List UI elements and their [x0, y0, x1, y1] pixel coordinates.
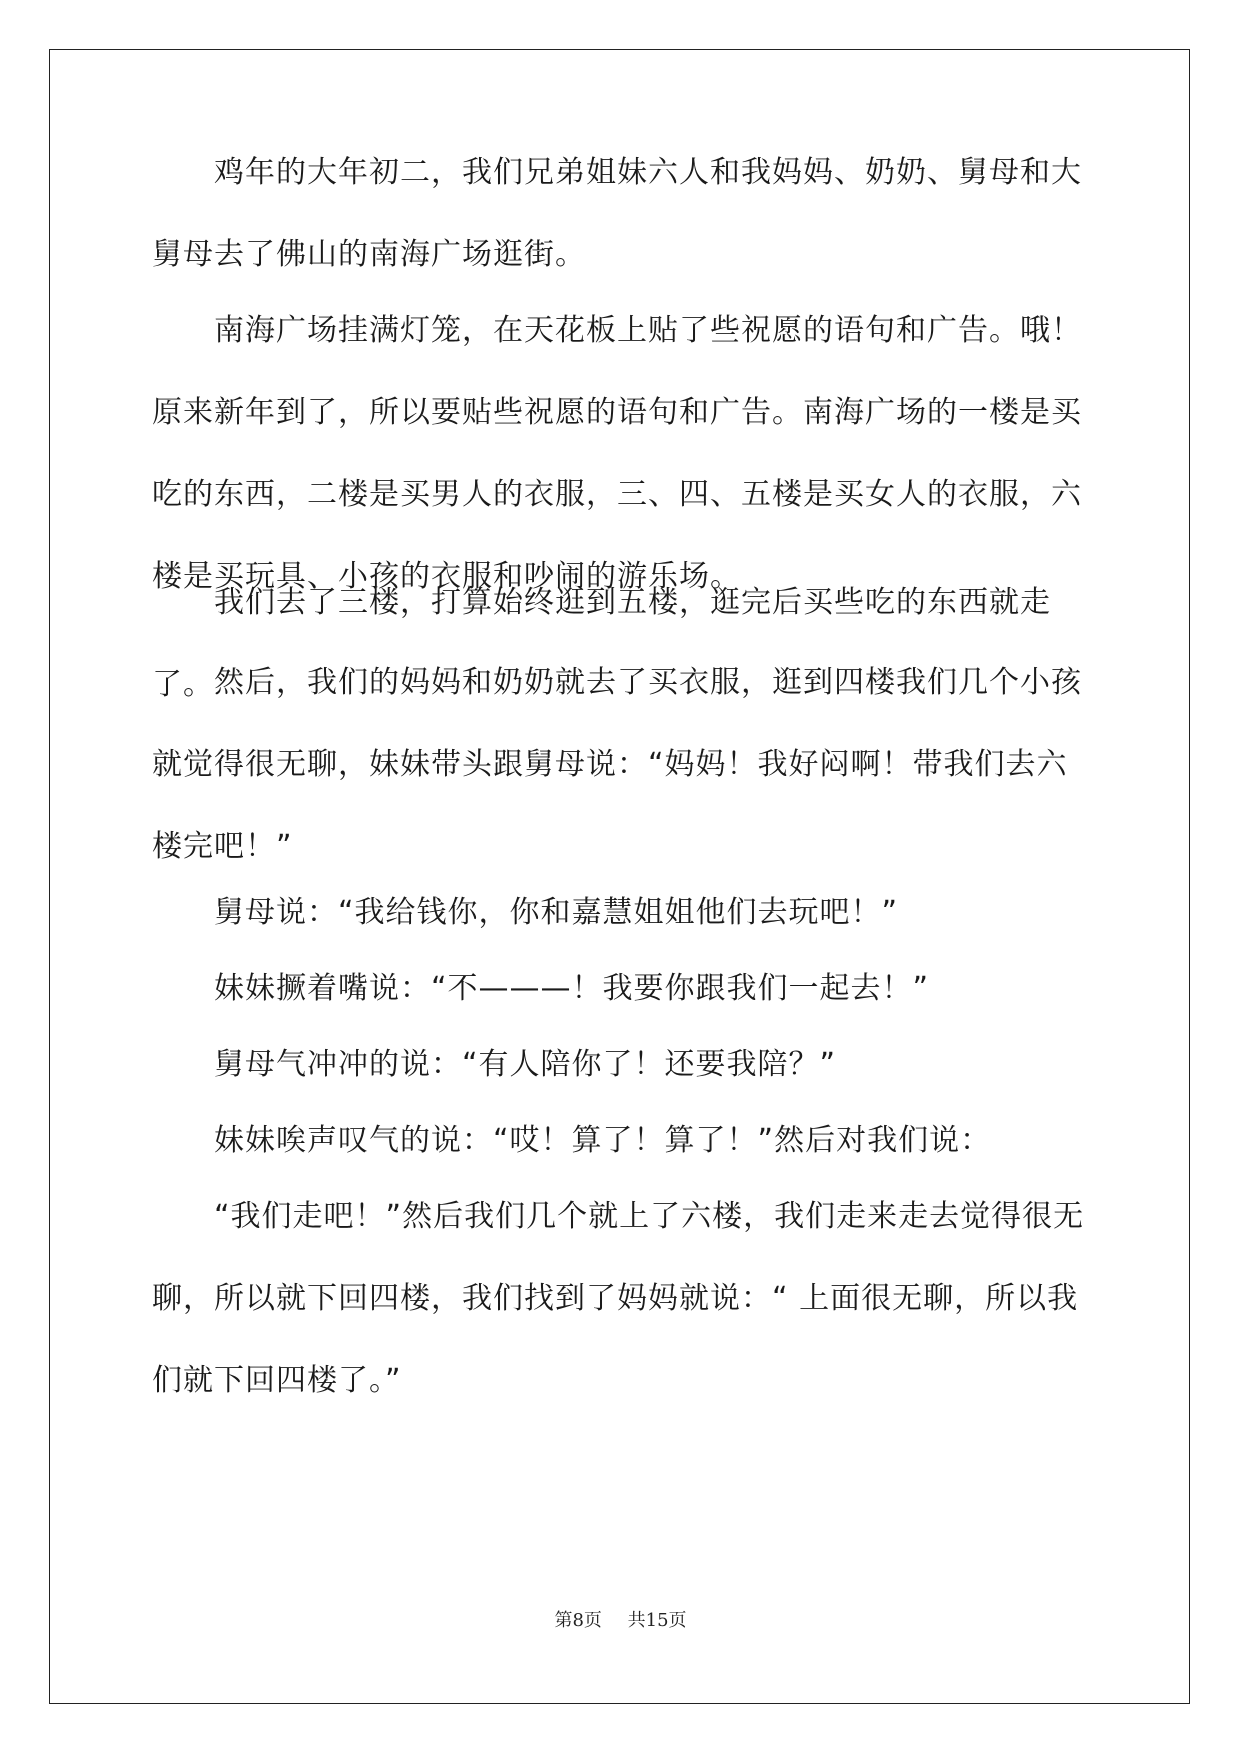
- page-footer: [0, 1606, 1241, 1632]
- paragraph-4: 然后，我们的妈妈和奶奶就去了买衣服，逛到四楼我们几个小孩就觉得很无聊，妹妹带头跟舅母说：“妈妈！我好闷啊！带我们去六楼完吧！”: [152, 665, 1082, 864]
- paragraph-3: 我们去了三楼，打算始终逛到五楼，逛完后买些吃的东西就走了。: [152, 585, 1051, 702]
- paragraph-9: “我们走吧！”然后我们几个就上了六楼，我们走来走去觉得很无聊，所以就下回四楼，我们找到了妈妈就说：“ 上面很无聊，所以我们就下回四楼了。”: [152, 1199, 1085, 1398]
- paragraph-7: 舅母气冲冲的说：“有人陪你了！还要我陪？”: [214, 1047, 837, 1082]
- paragraph-6: 妹妹撅着嘴说：“不———！我要你跟我们一起去！”: [214, 971, 930, 1006]
- paragraph-2: 南海广场挂满灯笼，在天花板上贴了些祝愿的语句和广告。哦！原来新年到了，所以要贴些祝愿的语句和广告。南海广场的一楼是买吃的东西，二楼是买男人的衣服，三、四、五楼是买女人的衣服，六楼是买玩具、小孩的衣服和吵闹的游乐场。: [152, 313, 1082, 594]
- page-total: 共15页: [627, 1610, 687, 1631]
- paragraph-8: 妹妹唉声叹气的说：“哎！算了！算了！”然后对我们说：: [214, 1123, 992, 1158]
- paragraph-5: 舅母说：“我给钱你，你和嘉慧姐姐他们去玩吧！”: [214, 895, 899, 930]
- page-number: 第8页: [554, 1610, 602, 1631]
- paragraph-1: 鸡年的大年初二，我们兄弟姐妹六人和我妈妈、奶奶、舅母和大舅母去了佛山的南海广场逛街。: [152, 155, 1082, 272]
